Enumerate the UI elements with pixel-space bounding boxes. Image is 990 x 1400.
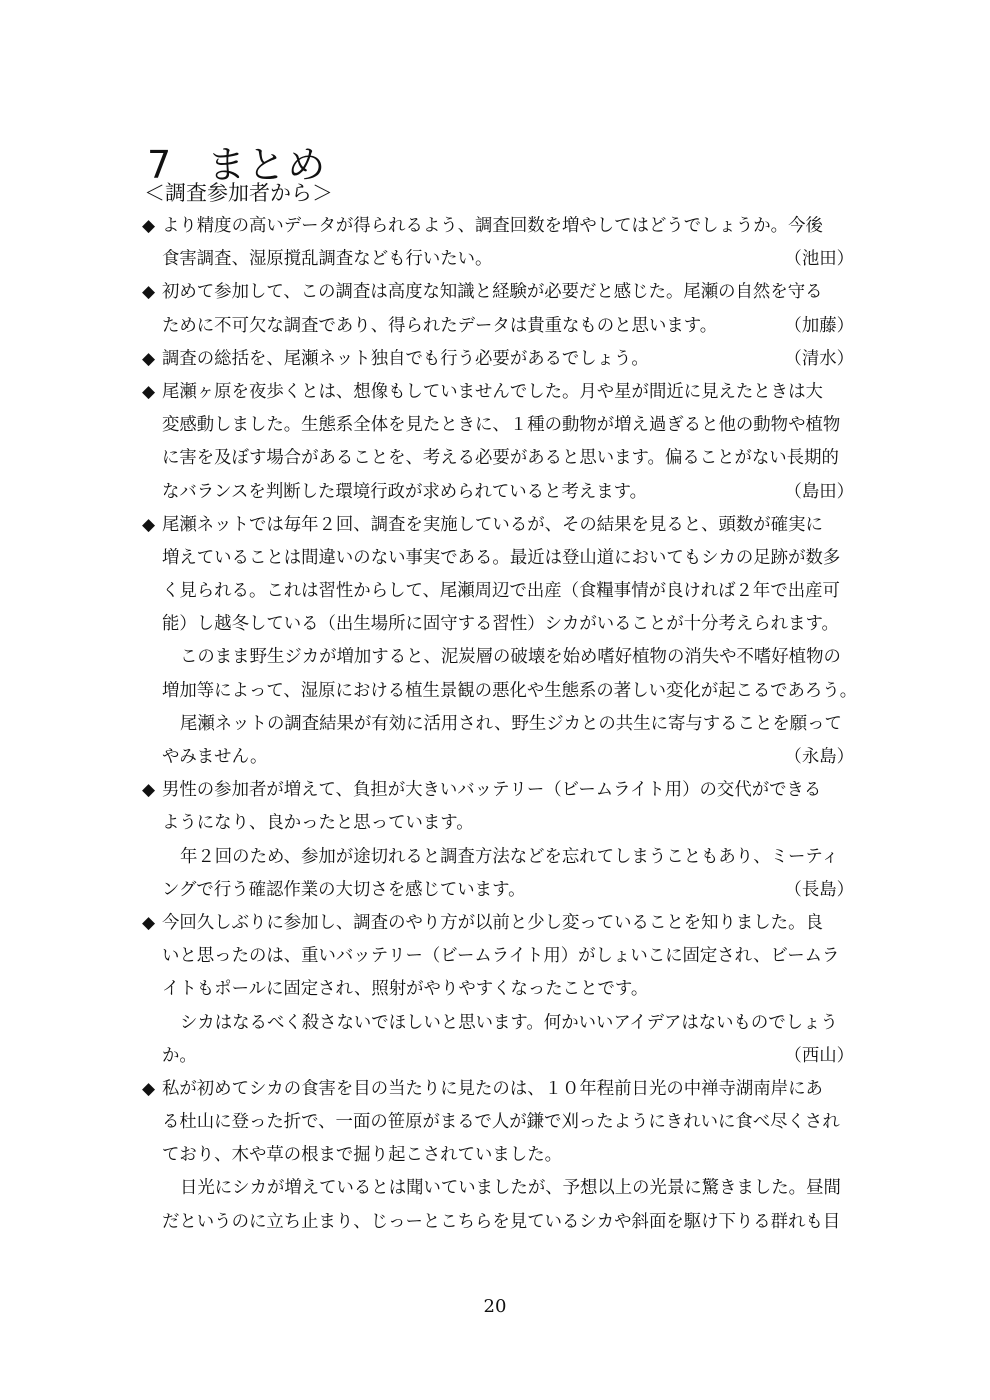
comment-line — [144, 708, 854, 741]
subheading: ＜調査参加者から＞ — [144, 181, 333, 205]
comment-line — [144, 841, 854, 874]
comment-line — [144, 575, 854, 608]
diamond-bullet-icon: ◆ — [142, 780, 156, 801]
comment-text: 増加等によって、湿原における植生景観の悪化や生態系の著しい変化が起こるであろう。 — [162, 680, 858, 701]
comment-text: 尾瀬ネットの調査結果が有効に活用され、野生ジカとの共生に寄与することを願って — [180, 713, 842, 734]
comment-author: （池田） — [784, 249, 854, 270]
comment-line — [144, 807, 854, 840]
comment-entry — [144, 1073, 854, 1239]
comment-author: （長島） — [784, 879, 854, 900]
diamond-bullet-icon: ◆ — [142, 381, 156, 402]
comment-line — [144, 343, 854, 376]
comment-line — [144, 1007, 854, 1040]
comment-text: 尾瀬ヶ原を夜歩くとは、想像もしていませんでした。月や星が間近に見えたときは大 — [162, 381, 823, 402]
section-title-text: まとめ — [207, 143, 328, 187]
comment-author: （清水） — [784, 348, 854, 369]
comment-entry — [144, 907, 854, 1073]
comment-text: だというのに立ち止まり、じっーとこちらを見ているシカや斜面を駆け下りる群れも目 — [162, 1211, 841, 1232]
diamond-bullet-icon: ◆ — [142, 1078, 156, 1099]
comment-entry — [144, 343, 854, 376]
comment-author: （西山） — [784, 1045, 854, 1066]
comment-text: ており、木や草の根まで掘り起こされていました。 — [162, 1145, 562, 1166]
comment-line — [144, 1073, 854, 1106]
comment-text: 男性の参加者が増えて、負担が大きいバッテリー（ビームライト用）の交代ができる — [162, 780, 822, 801]
comment-entry — [144, 774, 854, 907]
comment-author: （永島） — [784, 747, 854, 767]
comment-line — [144, 243, 854, 276]
section-number: 7 — [147, 143, 174, 187]
comment-entry — [144, 376, 854, 509]
comment-line — [144, 1139, 854, 1172]
comment-line — [144, 608, 854, 641]
comment-line — [144, 509, 854, 542]
comment-text: 年２回のため、参加が途切れると調査方法などを忘れてしまうこともあり、ミーティ — [180, 846, 839, 867]
comment-entry — [144, 276, 854, 342]
comment-author: （島田） — [784, 481, 854, 502]
diamond-bullet-icon: ◆ — [142, 514, 156, 535]
comment-line — [144, 210, 854, 243]
comment-author: （加藤） — [784, 315, 854, 336]
comment-line — [144, 774, 854, 807]
comment-text: く見られる。これは習性からして、尾瀬周辺で出産（食糧事情が良ければ２年で出産可 — [162, 581, 840, 602]
comment-line — [144, 907, 854, 940]
comment-text: いと思ったのは、重いバッテリー（ビームライト用）がしょいこに固定され、ビームラ — [162, 946, 840, 967]
comment-line — [144, 973, 854, 1006]
comment-text: 変感動しました。生態系全体を見たときに、１種の動物が増え過ぎると他の動物や植物 — [162, 415, 841, 436]
page-number: 20 — [483, 1296, 507, 1317]
comment-text: やみません。 — [162, 747, 268, 767]
comment-line — [144, 376, 854, 409]
comment-text: イトもポールに固定され、照射がやりやすくなったことです。 — [162, 979, 649, 1000]
comment-line — [144, 1172, 854, 1205]
diamond-bullet-icon: ◆ — [142, 912, 156, 933]
comment-text: ングで行う確認作業の大切さを感じています。 — [162, 879, 526, 900]
comment-text: る杜山に登った折で、一面の笹原がまるで人が鎌で刈ったようにきれいに食べ尽くされ — [162, 1112, 840, 1133]
comment-line — [144, 1106, 854, 1139]
comment-line — [144, 442, 854, 475]
comment-text: 今回久しぶりに参加し、調査のやり方が以前と少し変っていることを知りました。良 — [162, 912, 823, 933]
comment-text: 日光にシカが増えているとは聞いていましたが、予想以上の光景に驚きました。昼間 — [180, 1178, 841, 1199]
comment-text: より精度の高いデータが得られるよう、調査回数を増やしてはどうでしょうか。今後 — [162, 216, 823, 236]
comment-line — [144, 675, 858, 708]
comment-text: なバランスを判断した環境行政が求められていると考えます。 — [162, 481, 648, 502]
comment-line — [144, 310, 854, 343]
diamond-bullet-icon: ◆ — [142, 216, 156, 236]
comment-list — [142, 210, 858, 1239]
comment-text: か。 — [162, 1045, 197, 1066]
comment-line — [144, 874, 854, 907]
comment-text: シカはなるべく殺さないでほしいと思います。何かいいアイデアはないものでしょう — [180, 1012, 838, 1033]
comment-line — [144, 1040, 854, 1073]
comment-entry — [144, 210, 854, 276]
comment-line — [144, 1206, 854, 1239]
comment-text: 増えていることは間違いのない事実である。最近は登山道においてもシカの足跡が数多 — [162, 547, 841, 568]
comment-text: 食害調査、湿原撹乱調査なども行いたい。 — [162, 249, 493, 270]
comment-line — [144, 741, 854, 774]
comment-text: ために不可欠な調査であり、得られたデータは貴重なものと思います。 — [162, 315, 718, 336]
comment-line — [144, 476, 854, 509]
comment-text: 尾瀬ネットでは毎年２回、調査を実施しているが、その結果を見ると、頭数が確実に — [162, 514, 823, 535]
comment-line — [144, 276, 854, 309]
comment-text: に害を及ぼす場合があることを、考える必要があると思います。偏ることがない長期的 — [162, 448, 839, 469]
comment-line — [144, 940, 854, 973]
comment-text: 能）し越冬している（出生場所に固守する習性）シカがいることが十分考えられます。 — [162, 614, 839, 635]
comment-entry — [142, 509, 858, 775]
comment-text: 私が初めてシカの食害を目の当たりに見たのは、１０年程前日光の中禅寺湖南岸にあ — [162, 1078, 823, 1099]
comment-text: 初めて参加して、この調査は高度な知識と経験が必要だと感じた。尾瀬の自然を守る — [162, 282, 823, 303]
comment-text: このまま野生ジカが増加すると、泥炭層の破壊を始め嗜好植物の消失や不嗜好植物の — [180, 647, 841, 668]
comment-line — [144, 542, 854, 575]
comment-line — [144, 409, 854, 442]
comment-line — [144, 641, 854, 674]
comment-text: ようになり、良かったと思っています。 — [162, 813, 474, 834]
diamond-bullet-icon: ◆ — [142, 348, 156, 369]
comment-text: 調査の総括を、尾瀬ネット独自でも行う必要があるでしょう。 — [162, 348, 649, 369]
diamond-bullet-icon: ◆ — [142, 282, 156, 303]
